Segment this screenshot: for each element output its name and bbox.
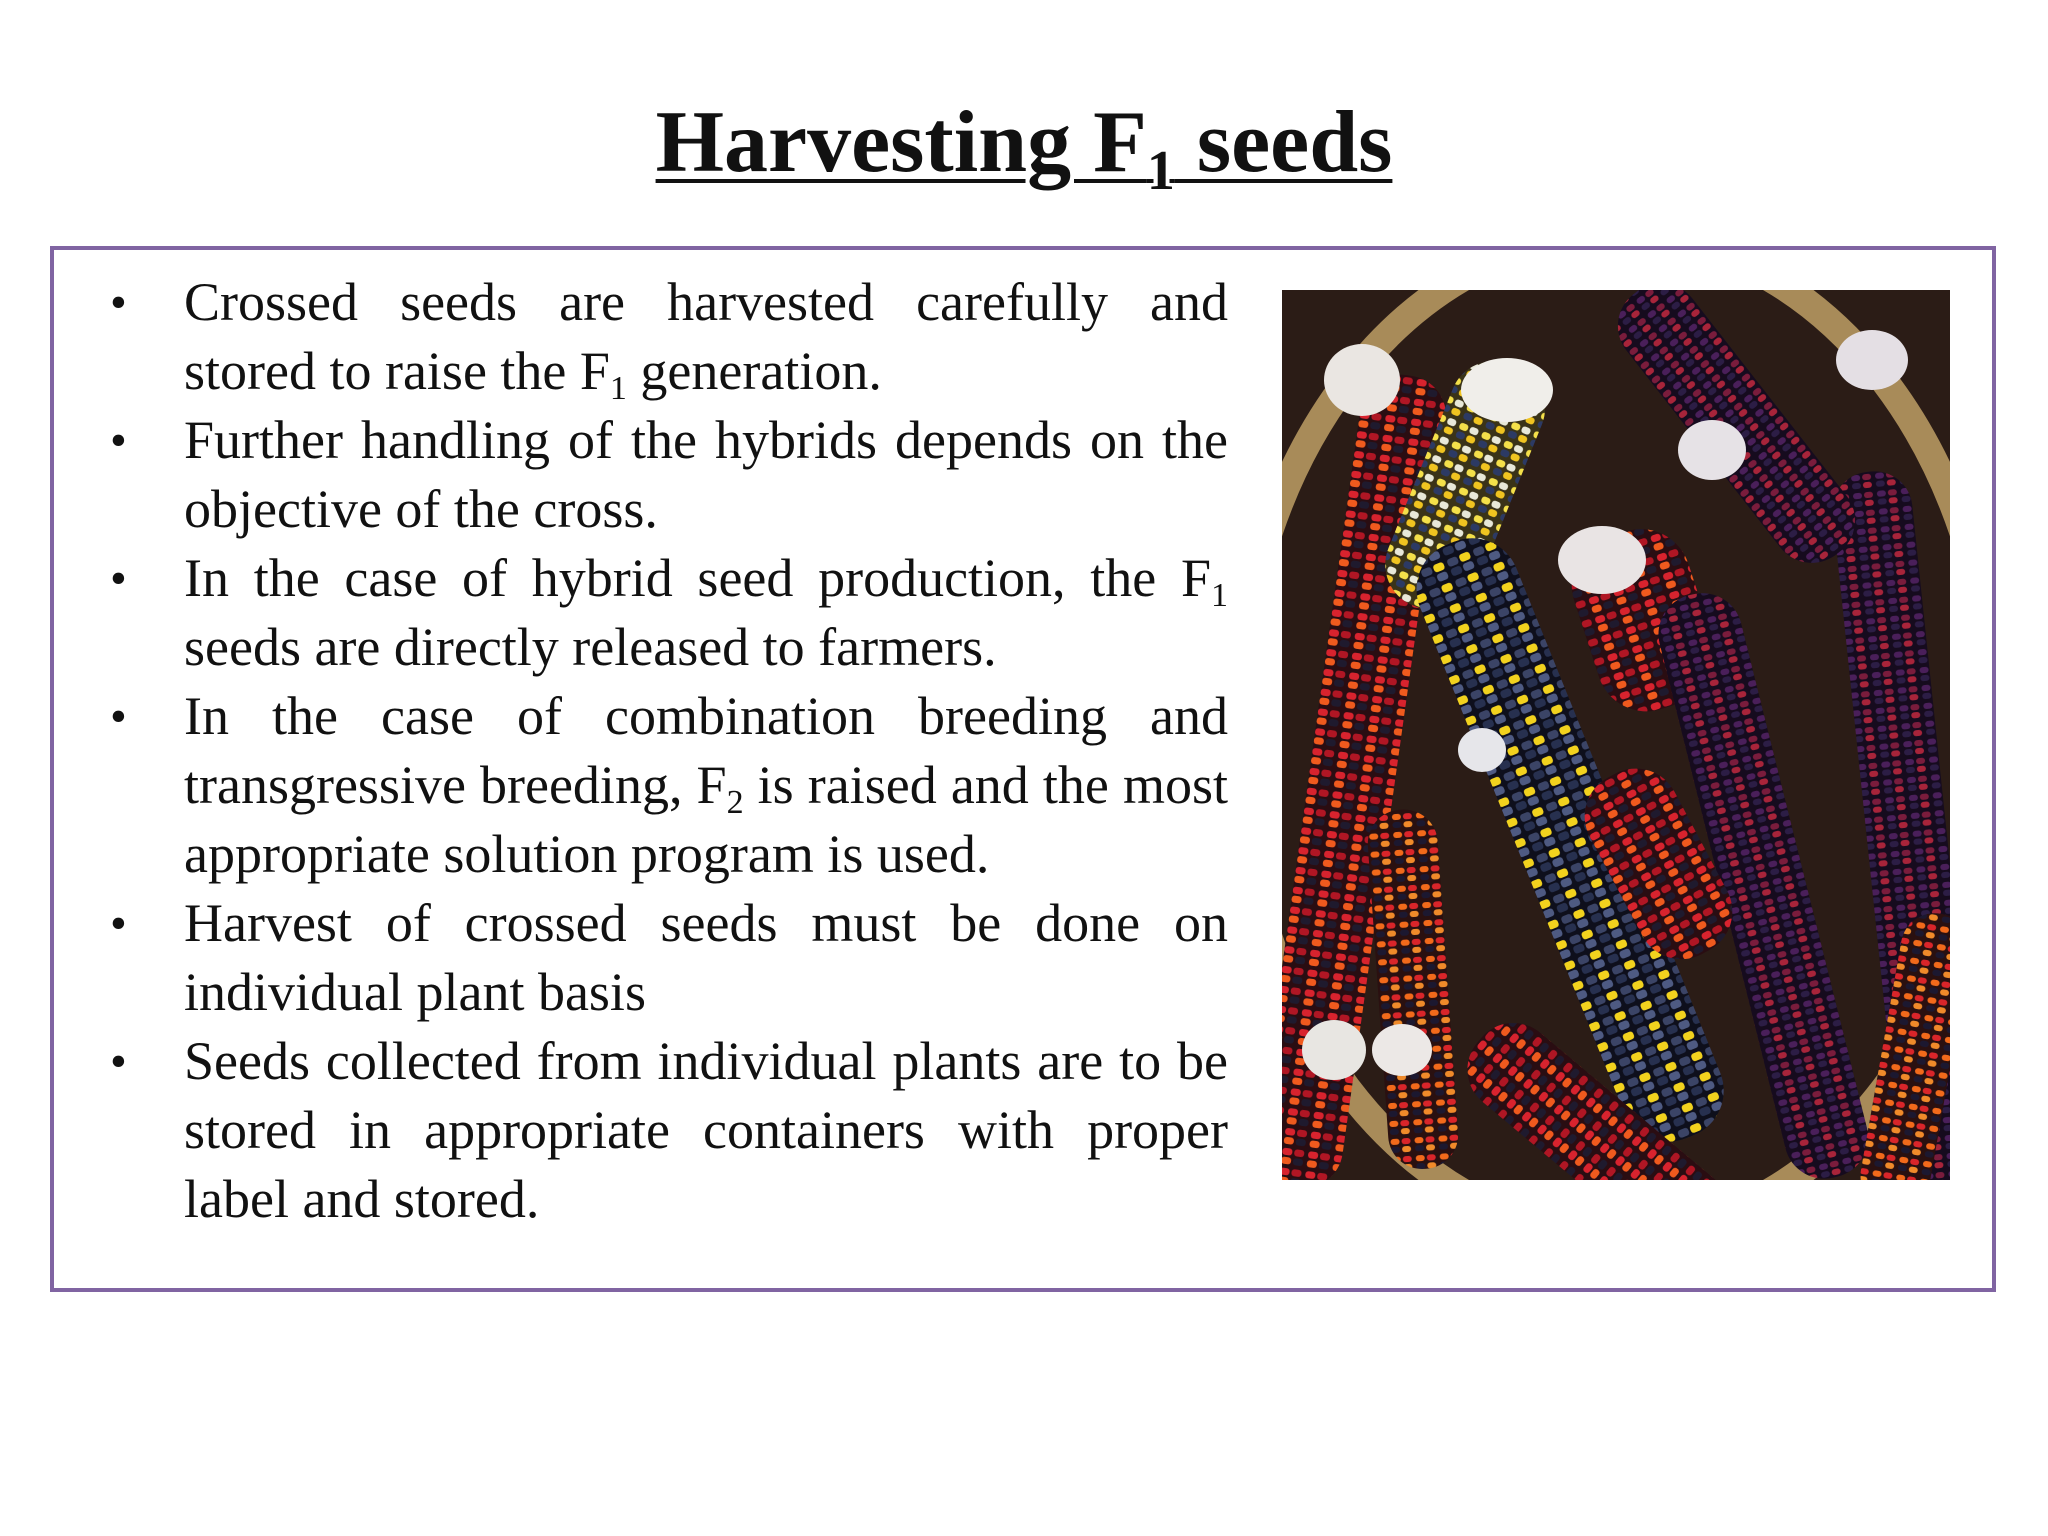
- bullet-dot-icon: •: [110, 690, 127, 743]
- corn-photo-icon: [1282, 290, 1950, 1180]
- bullet-dot-icon: •: [110, 1035, 127, 1088]
- bullet-item: • In the case of combination breeding and transgressive breeding, $F_2$ is raised and the most appropriate solution program is used.: [100, 682, 1228, 889]
- slide-title: [0, 88, 2048, 202]
- bullet-item: • Harvest of crossed seeds must be done on individual plant basis: [100, 889, 1228, 1027]
- bullet-item: • In the case of hybrid seed production, the $F_1$ seeds are directly released to farmers.: [100, 544, 1228, 682]
- bullet-dot-icon: •: [110, 276, 127, 329]
- bullet-dot-icon: •: [110, 414, 127, 467]
- bullet-item: • Further handling of the hybrids depends on the objective of the cross.: [100, 406, 1228, 544]
- bullet-list: [100, 268, 1228, 1234]
- bullet-item: • Seeds collected from individual plants are to be stored in appropriate containers with proper label and stored.: [100, 1027, 1228, 1234]
- bullet-item: • Crossed seeds are harvested carefully and stored to raise the $F_1$ generation.: [100, 268, 1228, 406]
- bullet-dot-icon: •: [110, 897, 127, 950]
- corn-photo: [1282, 290, 1950, 1180]
- bullet-dot-icon: •: [110, 552, 127, 605]
- slide-title-text: Harvesting $F_1$ seeds: [655, 94, 1393, 202]
